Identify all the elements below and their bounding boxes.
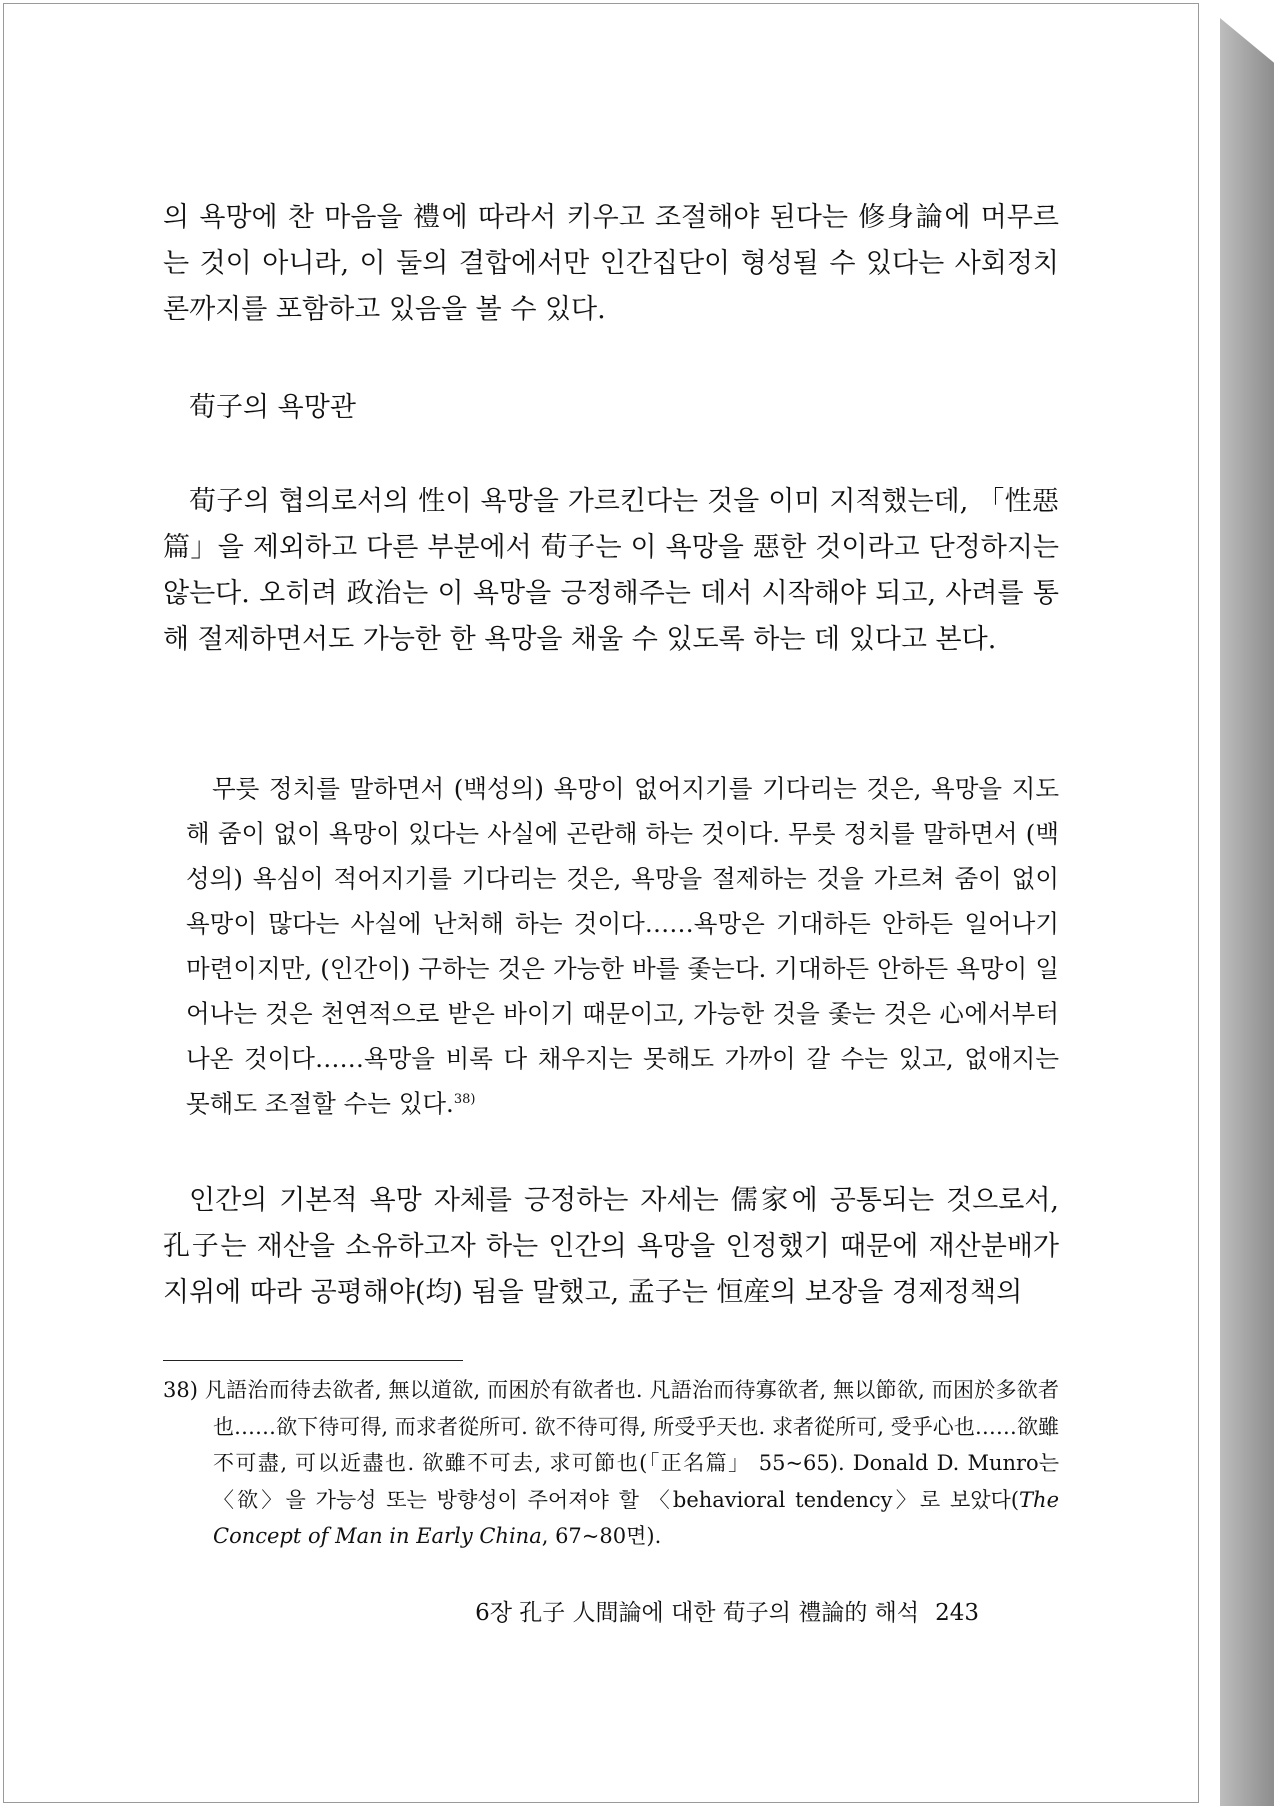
chapter-title: 6장 孔子 人間論에 대한 荀子의 禮論的 해석 [475,1600,920,1626]
section-heading: 荀子의 욕망관 [189,392,356,423]
paragraph-self-cultivation: 의 욕망에 찬 마음을 禮에 따라서 키우고 조절해야 된다는 修身論에 머무르는 것이 아니라, 이 둘의 결합에서만 인간집단이 형성될 수 있다는 사회정치론까지를 포함하고 있음을 볼 수 있다. [163,202,1059,325]
footnote-38 [163,1372,1059,1555]
footnote-divider [163,1360,463,1361]
footnote-number: 38) [163,1378,198,1402]
paragraph-xunzi-desire: 荀子의 협의로서의 性이 욕망을 가르킨다는 것을 이미 지적했는데, 「性惡篇」을 제외하고 다른 부분에서 荀子는 이 욕망을 惡한 것이라고 단정하지는 않는다. 오히려 政治는 이 욕망을 긍정해주는 데서 시작해야 되고, 사려를 통해 절제하면서도 가능한 한 욕망을 채울 수 있도록 하는 데 있다고 본다. [163,486,1059,655]
block-quote [186,766,1059,1126]
running-footer [2,1593,1198,1633]
page-number: 243 [935,1600,979,1626]
book-page [3,3,1199,1803]
paragraph-confucian-desire: 인간의 기본적 욕망 자체를 긍정하는 자세는 儒家에 공통되는 것으로서, 孔子는 재산을 소유하고자 하는 인간의 욕망을 인정했기 때문에 재산분배가 지위에 따라 공평해야(均) 됨을 말했고, 孟子는 恒産의 보장을 경제정책의 [163,1185,1059,1308]
footnote-book-title: The Concept of Man in Early China [213,1487,1059,1548]
page-edge-shadow [1220,18,1274,1806]
footnote-ref-38: 38) [453,1091,476,1107]
footnote-text: 凡語治而待去欲者, 無以道欲, 而困於有欲者也. 凡語治而待寡欲者, 無以節欲, 而困於多欲者也……欲下待可得, 而求者從所可. 欲不待可得, 所受乎天也. 求者從所可, 受乎心也……欲雖不可盡, 可以近盡也. 欲雖不可去, 求可節也(「正名篇」 55~65). Donald D. Munro는 〈欲〉을 가능성 또는 방향성이 주어져야 할 〈behavioral tendency〉로 보았다( [204,1378,1059,1512]
footnote-text-end: , 67~80면). [541,1524,662,1548]
block-quote-text: 무릇 정치를 말하면서 (백성의) 욕망이 없어지기를 기다리는 것은, 욕망을 지도해 줌이 없이 욕망이 있다는 사실에 곤란해 하는 것이다. 무릇 정치를 말하면서 (백성의) 욕심이 적어지기를 기다리는 것은, 욕망을 절제하는 것을 가르쳐 줌이 없이 욕망이 많다는 사실에 난처해 하는 것이다……욕망은 기대하든 안하든 일어나기 마련이지만, (인간이) 구하는 것은 가능한 바를 좇는다. 기대하든 안하든 욕망이 일어나는 것은 천연적으로 받은 바이기 때문이고, 가능한 것을 좇는 것은 心에서부터 나온 것이다……욕망을 비록 다 채우지는 못해도 가까이 갈 수는 있고, 없애지는 못해도 조절할 수는 있다. [186,774,1059,1118]
